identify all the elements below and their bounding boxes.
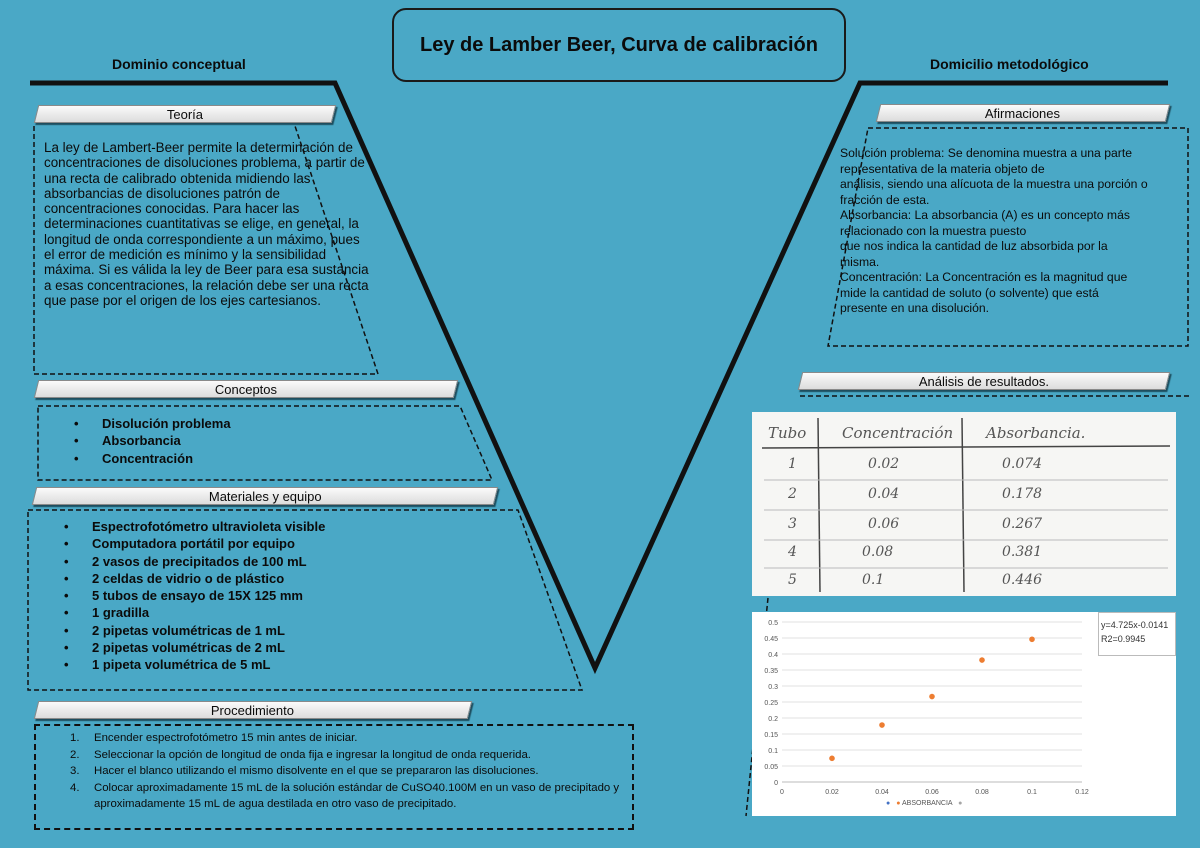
afirmaciones-text: Solución problema: Se denomina muestra a una parte representativa de la materia objeto de análisis, siendo una alícuota de la muestra una porción o fracción de esta. Absorbancia: La absorbancia (A) es un concepto más relacionado con la muestra puesto que nos indica la cantidad de luz absorbida por la misma. Concentración: La Concentración es la magnitud que mide la cantidad de soluto (o solvente) que está presente en una disolución. <box>840 146 1148 315</box>
list-item: 3. Hacer el blanco utilizando el mismo disolvente en el que se prepararon las disoluciones. <box>70 765 539 777</box>
left-heading: Dominio conceptual <box>112 56 246 72</box>
x-tick-label: 0.12 <box>1075 789 1089 796</box>
y-tick-label: 0.15 <box>764 732 778 739</box>
table-cell: 0.267 <box>1002 516 1043 532</box>
x-tick-label: 0.06 <box>925 789 939 796</box>
x-tick-label: 0.08 <box>975 789 989 796</box>
teoria-header: Teoría <box>34 105 336 123</box>
y-tick-label: 0.2 <box>768 716 778 723</box>
table-cell: 0.381 <box>1002 544 1043 560</box>
x-tick-label: 0.1 <box>1027 789 1037 796</box>
table-cell: 0.02 <box>868 456 900 472</box>
page-title: Ley de Lamber Beer, Curva de calibración <box>392 8 846 82</box>
right-heading: Domicilio metodológico <box>930 56 1089 72</box>
y-tick-label: 0.25 <box>764 700 778 707</box>
data-point <box>929 694 935 700</box>
list-item: • 2 pipetas volumétricas de 2 mL <box>30 639 490 656</box>
y-tick-label: 0.35 <box>764 668 778 675</box>
chart-legend <box>886 800 962 807</box>
teoria-text: La ley de Lambert-Beer permite la determinación de concentraciones de disoluciones problema, a partir de una recta de calibrado obtenida midiendo las absorbancias de disoluciones patrón de concentraciones conocidas. Para hacer las determinaciones cuantitativas se elige, en general, la longitud de onda correspondiente a un máximo, pues el error de medición es mínimo y la sensibilidad máxima. Si es válida la ley de Beer para esa sustancia a esas concentraciones, la relación debe ser una recta que pase por el origen de los ejes cartesianos. <box>44 140 369 308</box>
y-tick-label: 0 <box>774 780 778 787</box>
calibration-chart <box>752 612 1176 816</box>
y-tick-label: 0.5 <box>768 620 778 627</box>
y-tick-label: 0.45 <box>764 636 778 643</box>
table-header-tubo: Tubo <box>768 424 807 442</box>
list-item: • 2 celdas de vidrio o de plástico <box>30 570 490 587</box>
table-cell: 5 <box>788 572 797 588</box>
list-item: • 1 pipeta volumétrica de 5 mL <box>30 656 490 673</box>
list-item: • 5 tubos de ensayo de 15X 125 mm <box>30 587 490 604</box>
table-cell: 0.178 <box>1002 486 1043 502</box>
conceptos-header: Conceptos <box>34 380 458 398</box>
procedimiento-header: Procedimiento <box>34 701 472 719</box>
data-point <box>829 756 835 762</box>
list-item: 2. Seleccionar la opción de longitud de onda fija e ingresar la longitud de onda requerida. <box>70 748 531 761</box>
legend-blue-dot: ● <box>886 800 891 807</box>
analisis-header: Análisis de resultados. <box>798 372 1170 390</box>
table-cell: 0.1 <box>862 572 885 588</box>
x-tick-label: 0.04 <box>875 789 889 796</box>
materiales-header: Materiales y equipo <box>32 487 498 505</box>
list-item: • Disolución problema <box>40 415 440 432</box>
data-point <box>879 722 885 728</box>
x-tick-label: 0.02 <box>825 789 839 796</box>
table-cell: 0.446 <box>1002 572 1043 588</box>
table-cell: 0.074 <box>1002 456 1043 472</box>
list-item: • 2 pipetas volumétricas de 1 mL <box>30 622 490 639</box>
chart-r2: R2=0.9945 <box>1101 634 1146 644</box>
list-item: • Absorbancia <box>40 432 440 449</box>
x-tick-label: 0 <box>780 789 784 796</box>
data-point <box>1029 636 1035 642</box>
table-cell: 0.04 <box>868 486 900 502</box>
table-cell: 1 <box>788 456 797 472</box>
list-item: 4. Colocar aproximadamente 15 mL de la solución estándar de CuSO40.100M en un vaso de precipitado y aproximadamente 15 mL de agua destilada en otro vaso de precipitado. <box>70 781 620 810</box>
table-header-absorbancia: Absorbancia. <box>986 424 1086 442</box>
afirmaciones-header: Afirmaciones <box>876 104 1170 122</box>
y-tick-label: 0.05 <box>764 764 778 771</box>
list-item: • Computadora portátil por equipo <box>30 535 490 552</box>
data-point <box>979 657 985 663</box>
legend-orange-dot: ● <box>896 800 901 807</box>
y-tick-label: 0.4 <box>768 652 778 659</box>
table-cell: 4 <box>788 544 797 560</box>
list-item: 1. Encender espectrofotómetro 15 min antes de iniciar. <box>70 732 358 744</box>
list-item: • 2 vasos de precipitados de 100 mL <box>30 553 490 570</box>
table-cell: 2 <box>788 486 797 502</box>
table-header-concentracion: Concentración <box>842 424 954 442</box>
table-cell: 0.06 <box>868 516 900 532</box>
list-item: • Espectrofotómetro ultravioleta visible <box>30 518 490 535</box>
y-tick-label: 0.1 <box>768 748 778 755</box>
table-cell: 3 <box>788 516 797 532</box>
table-cell: 0.08 <box>862 544 894 560</box>
y-tick-label: 0.3 <box>768 684 778 691</box>
legend-label: ABSORBANCIA <box>901 800 953 807</box>
list-item: • Concentración <box>40 450 440 467</box>
chart-equation: y=4.725x-0.0141 <box>1101 620 1169 630</box>
list-item: • 1 gradilla <box>30 604 490 621</box>
legend-gray-dot: ● <box>958 800 963 807</box>
